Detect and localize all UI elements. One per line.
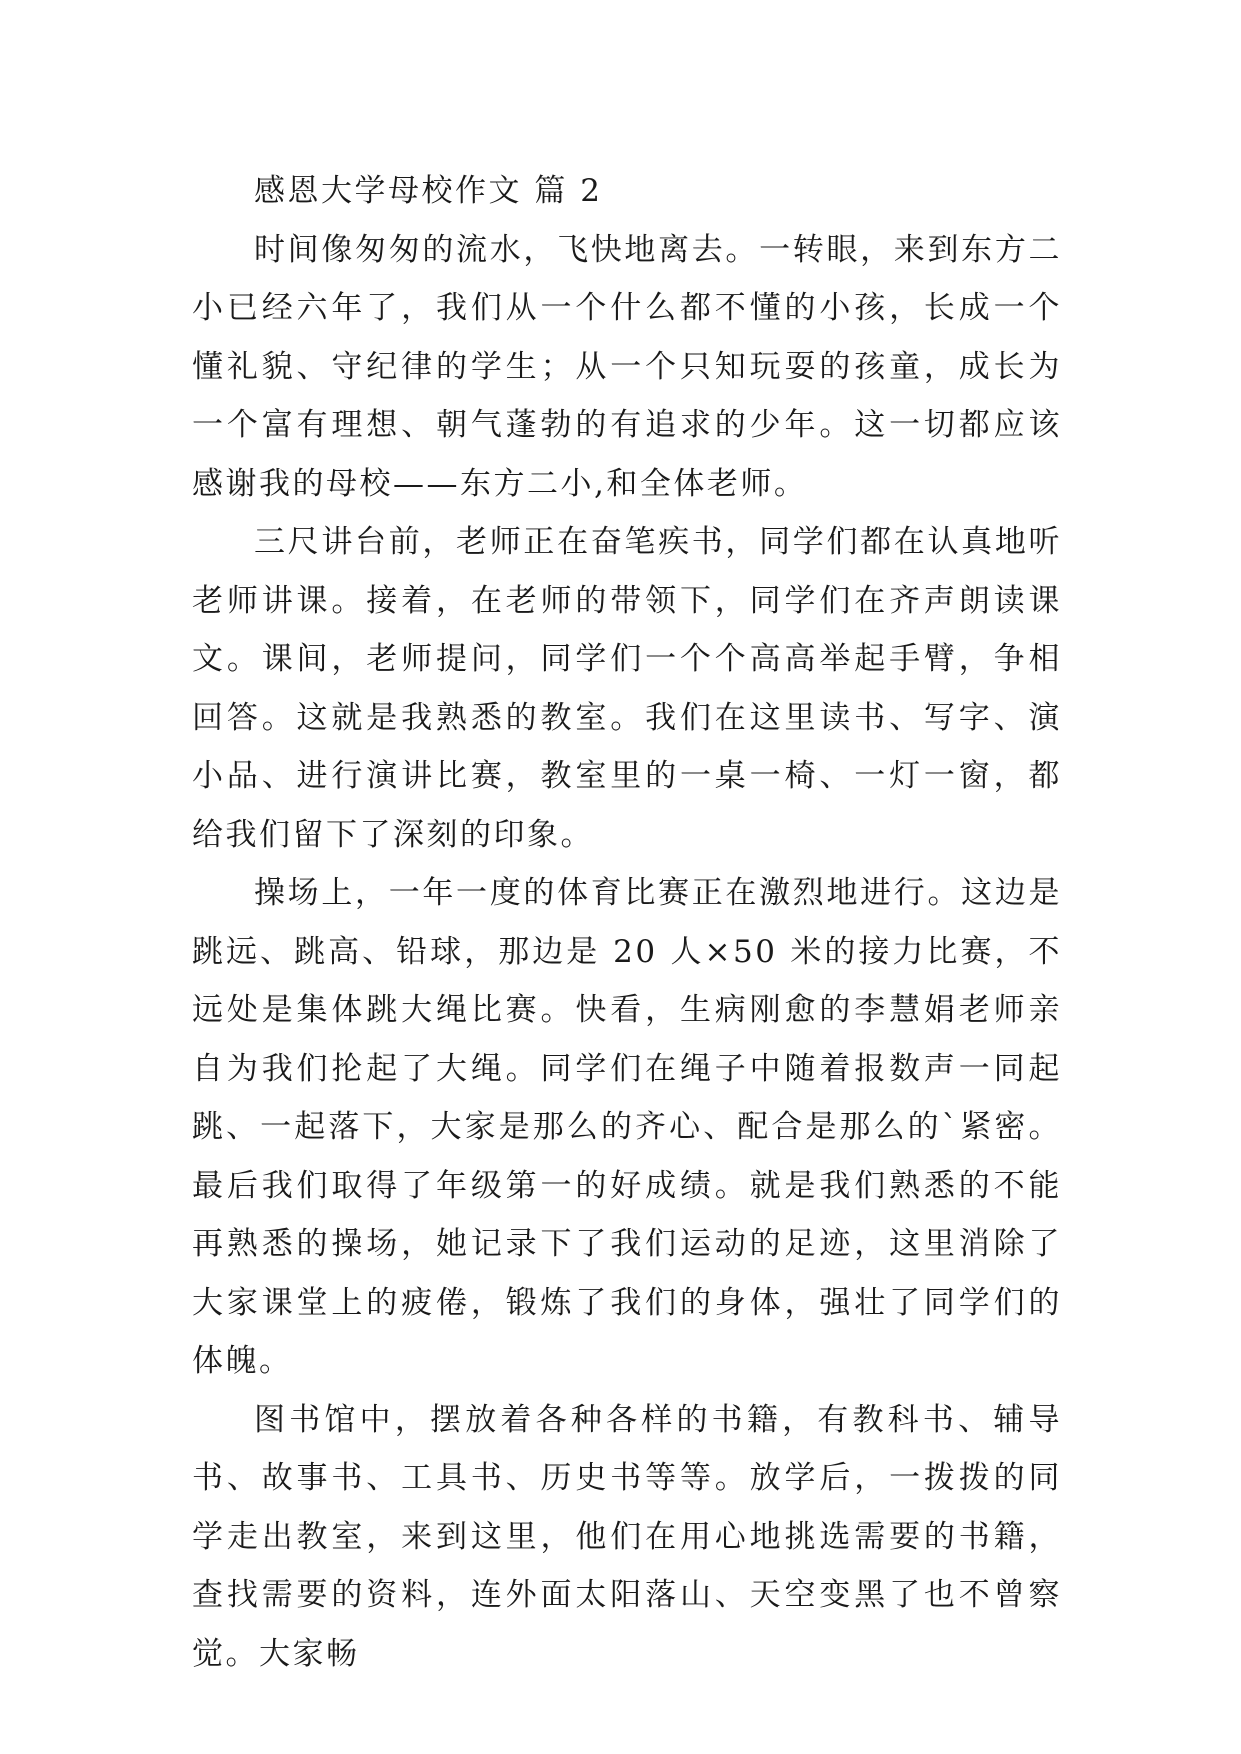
document-body: [192, 162, 1062, 1683]
document-title: 感恩大学母校作文 篇 2: [254, 173, 603, 209]
paragraph-time: 时间像匆匆的流水，飞快地离去。一转眼，来到东方二小已经六年了，我们从一个什么都不懂的小孩，长成一个懂礼貌、守纪律的学生；从一个只知玩耍的孩童，成长为一个富有理想、朝气蓬勃的有追求的少年。这一切都应该感谢我的母校——东方二小,和全体老师。: [192, 231, 1062, 502]
paragraph-playground: 操场上，一年一度的体育比赛正在激烈地进行。这边是跳远、跳高、铅球，那边是 20 人×50 米的接力比赛，不远处是集体跳大绳比赛。快看，生病刚愈的李慧娟老师亲自为我们抡起了大绳。同学们在绳子中随着报数声一同起跳、一起落下，大家是那么的齐心、配合是那么的`紧密。最后我们取得了年级第一的好成绩。就是我们熟悉的不能再熟悉的操场，她记录下了我们运动的足迹，这里消除了大家课堂上的疲倦，锻炼了我们的身体，强壮了同学们的体魄。: [192, 875, 1062, 1379]
paragraph-library: 图书馆中，摆放着各种各样的书籍，有教科书、辅导书、故事书、工具书、历史书等等。放学后，一拨拨的同学走出教室，来到这里，他们在用心地挑选需要的书籍，查找需要的资料，连外面太阳落山、天空变黑了也不曾察觉。大家畅: [192, 1401, 1062, 1672]
paragraph-classroom: 三尺讲台前，老师正在奋笔疾书，同学们都在认真地听老师讲课。接着，在老师的带领下，同学们在齐声朗读课文。课间，老师提问，同学们一个个高高举起手臂，争相回答。这就是我熟悉的教室。我们在这里读书、写字、演小品、进行演讲比赛，教室里的一桌一椅、一灯一窗，都给我们留下了深刻的印象。: [192, 524, 1062, 853]
